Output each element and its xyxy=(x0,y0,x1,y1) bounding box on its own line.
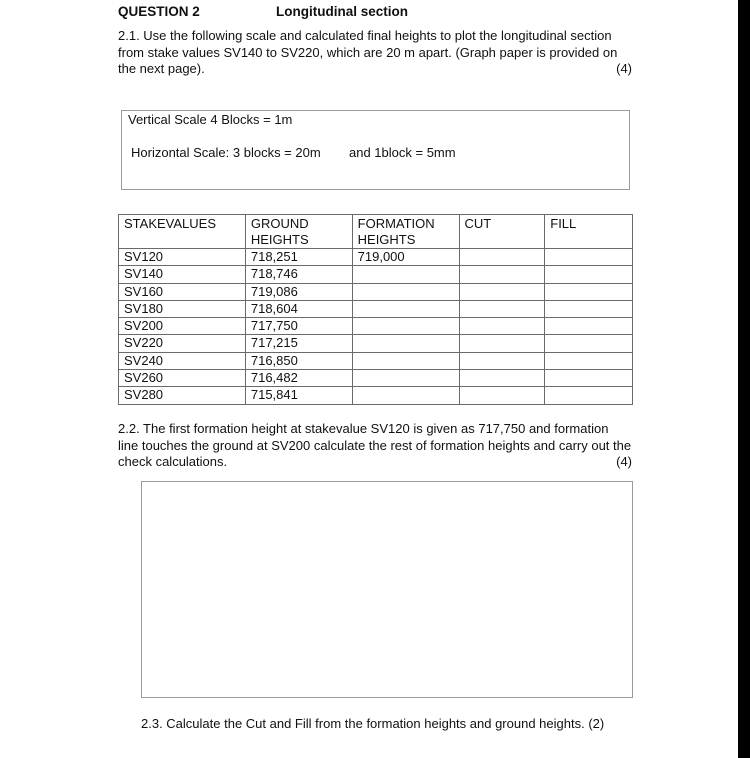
cell-ground: 716,850 xyxy=(245,352,352,369)
table-row xyxy=(119,370,633,387)
cell-cut[interactable] xyxy=(459,318,545,335)
cell-fill[interactable] xyxy=(545,249,633,266)
table-row xyxy=(119,318,633,335)
cell-formation[interactable] xyxy=(352,335,459,352)
cell-cut[interactable] xyxy=(459,300,545,317)
table-row xyxy=(119,352,633,369)
cell-stake: SV140 xyxy=(119,266,246,283)
cell-ground: 715,841 xyxy=(245,387,352,404)
question-2-2-marks: (4) xyxy=(616,454,632,469)
cell-stake: SV120 xyxy=(119,249,246,266)
cell-formation[interactable] xyxy=(352,283,459,300)
cell-stake: SV240 xyxy=(119,352,246,369)
answer-box[interactable] xyxy=(141,481,633,698)
header-cut: CUT xyxy=(459,215,545,249)
cell-ground: 718,604 xyxy=(245,300,352,317)
question-2-2 xyxy=(118,421,632,471)
cell-stake: SV180 xyxy=(119,300,246,317)
question-2-2-text: 2.2. The first formation height at stakevalue SV120 is given as 717,750 and formation line touches the ground at SV200 calculate the rest of formation heights and carry out the check calculations. xyxy=(118,421,632,469)
cell-fill[interactable] xyxy=(545,352,633,369)
cell-cut[interactable] xyxy=(459,335,545,352)
cell-formation[interactable] xyxy=(352,300,459,317)
cell-formation: 719,000 xyxy=(352,249,459,266)
cell-formation[interactable] xyxy=(352,352,459,369)
vertical-scale: Vertical Scale 4 Blocks = 1m xyxy=(128,112,293,127)
cell-formation[interactable] xyxy=(352,266,459,283)
question-2-1-text: 2.1. Use the following scale and calculated final heights to plot the longitudinal section from stake values SV140 to SV220, which are 20 m apart. (Graph paper is provided on the next page). xyxy=(118,28,618,76)
table-row xyxy=(119,335,633,352)
cell-ground: 716,482 xyxy=(245,370,352,387)
table-row xyxy=(119,300,633,317)
cell-stake: SV260 xyxy=(119,370,246,387)
header-ground xyxy=(245,215,352,249)
horizontal-scale: Horizontal Scale: 3 blocks = 20m xyxy=(131,145,321,160)
cell-cut[interactable] xyxy=(459,283,545,300)
cell-formation[interactable] xyxy=(352,318,459,335)
cell-cut[interactable] xyxy=(459,352,545,369)
cell-fill[interactable] xyxy=(545,283,633,300)
cell-cut[interactable] xyxy=(459,266,545,283)
cell-ground: 718,746 xyxy=(245,266,352,283)
table-row xyxy=(119,387,633,404)
header-ground-text: GROUND HEIGHTS xyxy=(250,216,309,247)
cell-fill[interactable] xyxy=(545,370,633,387)
cell-stake: SV160 xyxy=(119,283,246,300)
cell-fill[interactable] xyxy=(545,318,633,335)
table-header-row xyxy=(119,215,633,249)
question-title: QUESTION 2 xyxy=(118,4,200,19)
cell-cut[interactable] xyxy=(459,370,545,387)
cell-ground: 717,215 xyxy=(245,335,352,352)
header-fill: FILL xyxy=(545,215,633,249)
table-row xyxy=(119,249,633,266)
cell-fill[interactable] xyxy=(545,387,633,404)
cell-fill[interactable] xyxy=(545,335,633,352)
cell-stake: SV280 xyxy=(119,387,246,404)
question-2-3: 2.3. Calculate the Cut and Fill from the formation heights and ground heights. (2) xyxy=(141,716,605,731)
cell-fill[interactable] xyxy=(545,266,633,283)
heights-table xyxy=(118,214,633,405)
cell-formation[interactable] xyxy=(352,370,459,387)
cell-fill[interactable] xyxy=(545,300,633,317)
cell-cut[interactable] xyxy=(459,387,545,404)
cell-ground: 717,750 xyxy=(245,318,352,335)
cell-stake: SV200 xyxy=(119,318,246,335)
question-2-1 xyxy=(118,28,632,78)
block-scale: and 1block = 5mm xyxy=(349,145,456,160)
cell-formation[interactable] xyxy=(352,387,459,404)
header-formation xyxy=(352,215,459,249)
scale-box xyxy=(121,110,630,190)
cell-ground: 719,086 xyxy=(245,283,352,300)
table-row xyxy=(119,266,633,283)
header-stake: STAKEVALUES xyxy=(119,215,246,249)
cell-stake: SV220 xyxy=(119,335,246,352)
table-row xyxy=(119,283,633,300)
cell-cut[interactable] xyxy=(459,249,545,266)
cell-ground: 718,251 xyxy=(245,249,352,266)
question-subtitle: Longitudinal section xyxy=(276,4,408,19)
header-formation-text: FORMATION HEIGHTS xyxy=(357,216,435,247)
question-2-1-marks: (4) xyxy=(616,61,632,76)
